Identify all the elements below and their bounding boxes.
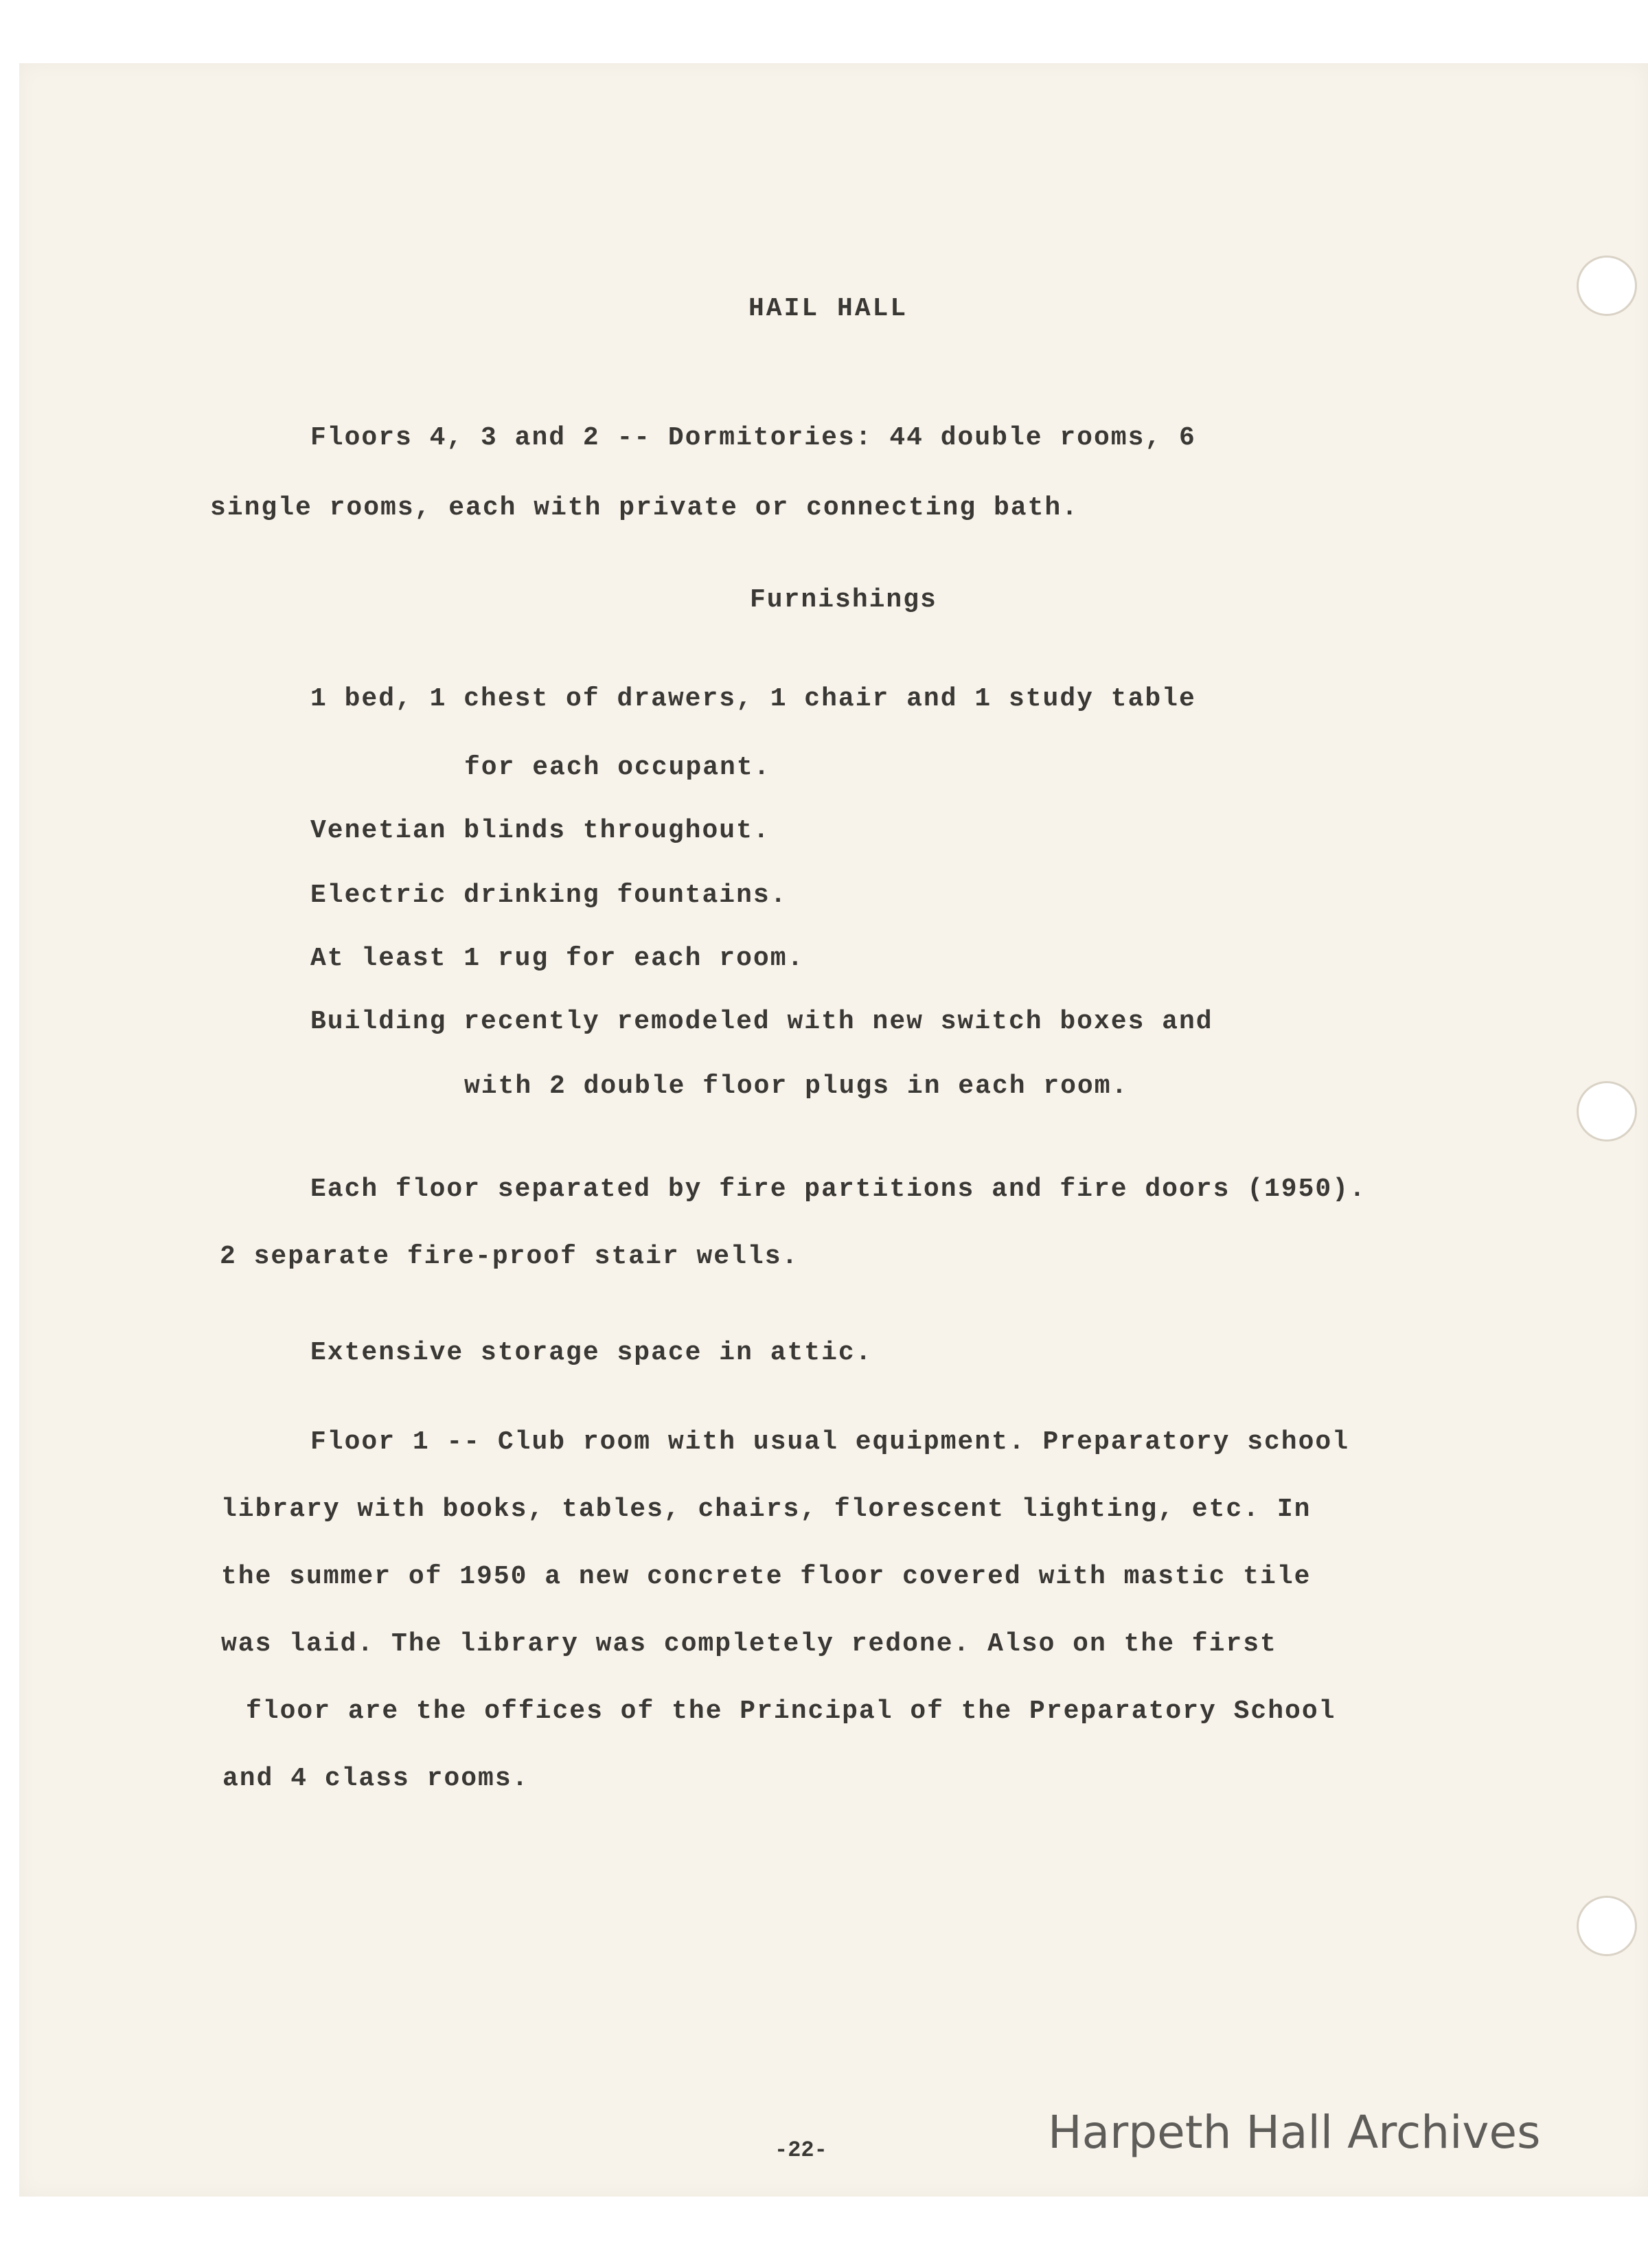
furnishing-item-2: Venetian blinds throughout. xyxy=(310,816,770,846)
dormitories-line-2: single rooms, each with private or connecting bath. xyxy=(210,493,1079,523)
punch-hole-middle xyxy=(1577,1081,1637,1142)
punch-hole-bottom xyxy=(1577,1896,1637,1956)
archive-watermark: Harpeth Hall Archives xyxy=(1048,2106,1541,2159)
furnishings-heading: Furnishings xyxy=(750,585,937,615)
floor1-line-3: the summer of 1950 a new concrete floor covered with mastic tile xyxy=(221,1562,1312,1591)
fire-line-2: 2 separate fire-proof stair wells. xyxy=(220,1242,799,1271)
dormitories-line-1: Floors 4, 3 and 2 -- Dormitories: 44 double rooms, 6 xyxy=(310,423,1196,453)
storage-line: Extensive storage space in attic. xyxy=(310,1338,873,1368)
furnishing-item-3: Electric drinking fountains. xyxy=(310,881,788,910)
furnishing-item-5-line-2: with 2 double floor plugs in each room. xyxy=(464,1071,1129,1101)
floor1-line-2: library with books, tables, chairs, florescent lighting, etc. In xyxy=(221,1495,1312,1524)
furnishing-item-5-line-1: Building recently remodeled with new switch boxes and xyxy=(310,1007,1213,1036)
furnishing-item-4: At least 1 rug for each room. xyxy=(310,944,805,973)
floor1-line-4: was laid. The library was completely redone. Also on the first xyxy=(221,1629,1277,1659)
furnishing-item-1-line-1: 1 bed, 1 chest of drawers, 1 chair and 1 study table xyxy=(310,684,1196,714)
floor1-line-5: floor are the offices of the Principal of the Preparatory School xyxy=(246,1697,1336,1726)
page-title: HAIL HALL xyxy=(748,294,908,324)
fire-line-1: Each floor separated by fire partitions and fire doors (1950). xyxy=(310,1175,1366,1204)
typed-page xyxy=(19,63,1648,2197)
page-number: -22- xyxy=(775,2137,827,2163)
furnishing-item-1-line-2: for each occupant. xyxy=(464,753,771,782)
punch-hole-top xyxy=(1577,256,1637,316)
floor1-line-6: and 4 class rooms. xyxy=(222,1764,529,1793)
floor1-line-1: Floor 1 -- Club room with usual equipment. Preparatory school xyxy=(310,1427,1350,1457)
